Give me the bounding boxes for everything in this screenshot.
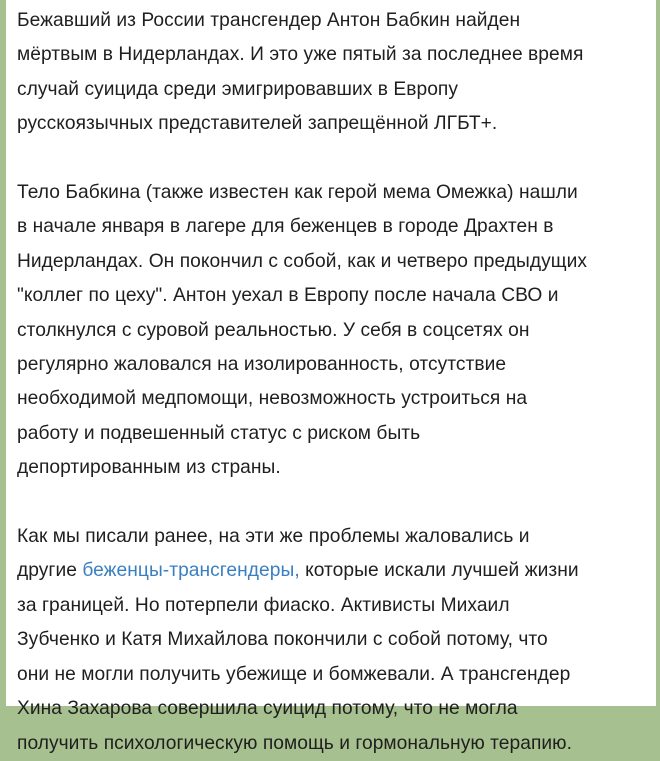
paragraph-3 bbox=[17, 520, 646, 761]
text-fragment: которые искали лучшей жизни bbox=[299, 560, 579, 582]
text-line: "коллег по цеху". Антон уехал в Европу после начала СВО и bbox=[17, 285, 559, 307]
text-line: в начале января в лагере для беженцев в городе Драхтен в bbox=[17, 216, 554, 238]
text-line: столкнулся с суровой реальностью. У себя в соцсетях он bbox=[17, 319, 530, 341]
text-line: за границей. Но потерпели фиаско. Активисты Михаил bbox=[17, 594, 510, 616]
text-line: Зубченко и Катя Михайлова покончили с собой потому, что bbox=[17, 629, 548, 651]
text-line: русскоязычных представителей запрещённой ЛГБТ+. bbox=[17, 113, 498, 135]
text-line: работу и подвешенный статус с риском быть bbox=[17, 422, 421, 444]
text-fragment: другие bbox=[17, 560, 83, 582]
text-line: получить психологическую помощь и гормональную терапию. bbox=[17, 732, 572, 754]
refugees-link[interactable]: беженцы-трансгендеры, bbox=[82, 560, 300, 582]
text-line: случай суицида среди эмигрировавших в Европу bbox=[17, 78, 459, 100]
paragraph-1 bbox=[17, 4, 646, 142]
paragraph-gap bbox=[17, 142, 646, 176]
paragraph-gap bbox=[17, 486, 646, 520]
text-line bbox=[17, 554, 646, 588]
text-line: регулярно жаловался на изолированность, отсутствие bbox=[17, 354, 507, 376]
text-line: мёртвым в Нидерландах. И это уже пятый за последнее время bbox=[17, 44, 584, 66]
text-line: депортированным из страны. bbox=[17, 457, 281, 479]
text-line: Тело Бабкина (также известен как герой мема Омежка) нашли bbox=[17, 182, 578, 204]
text-line: Бежавший из России трансгендер Антон Бабкин найден bbox=[17, 10, 521, 31]
message-bubble bbox=[6, 0, 656, 754]
text-line: Хина Захарова совершила суицид потому, что не могла bbox=[17, 698, 518, 720]
text-line: необходимой медпомощи, невозможность устроиться на bbox=[17, 388, 528, 410]
text-line: они не могли получить убежище и бомжевали. А трансгендер bbox=[17, 663, 571, 685]
paragraph-2 bbox=[17, 176, 646, 486]
text-line: Нидерландах. Он покончил с собой, как и четверо предыдущих bbox=[17, 250, 588, 272]
text-line: Как мы писали ранее, на эти же проблемы жаловались и bbox=[17, 526, 530, 548]
